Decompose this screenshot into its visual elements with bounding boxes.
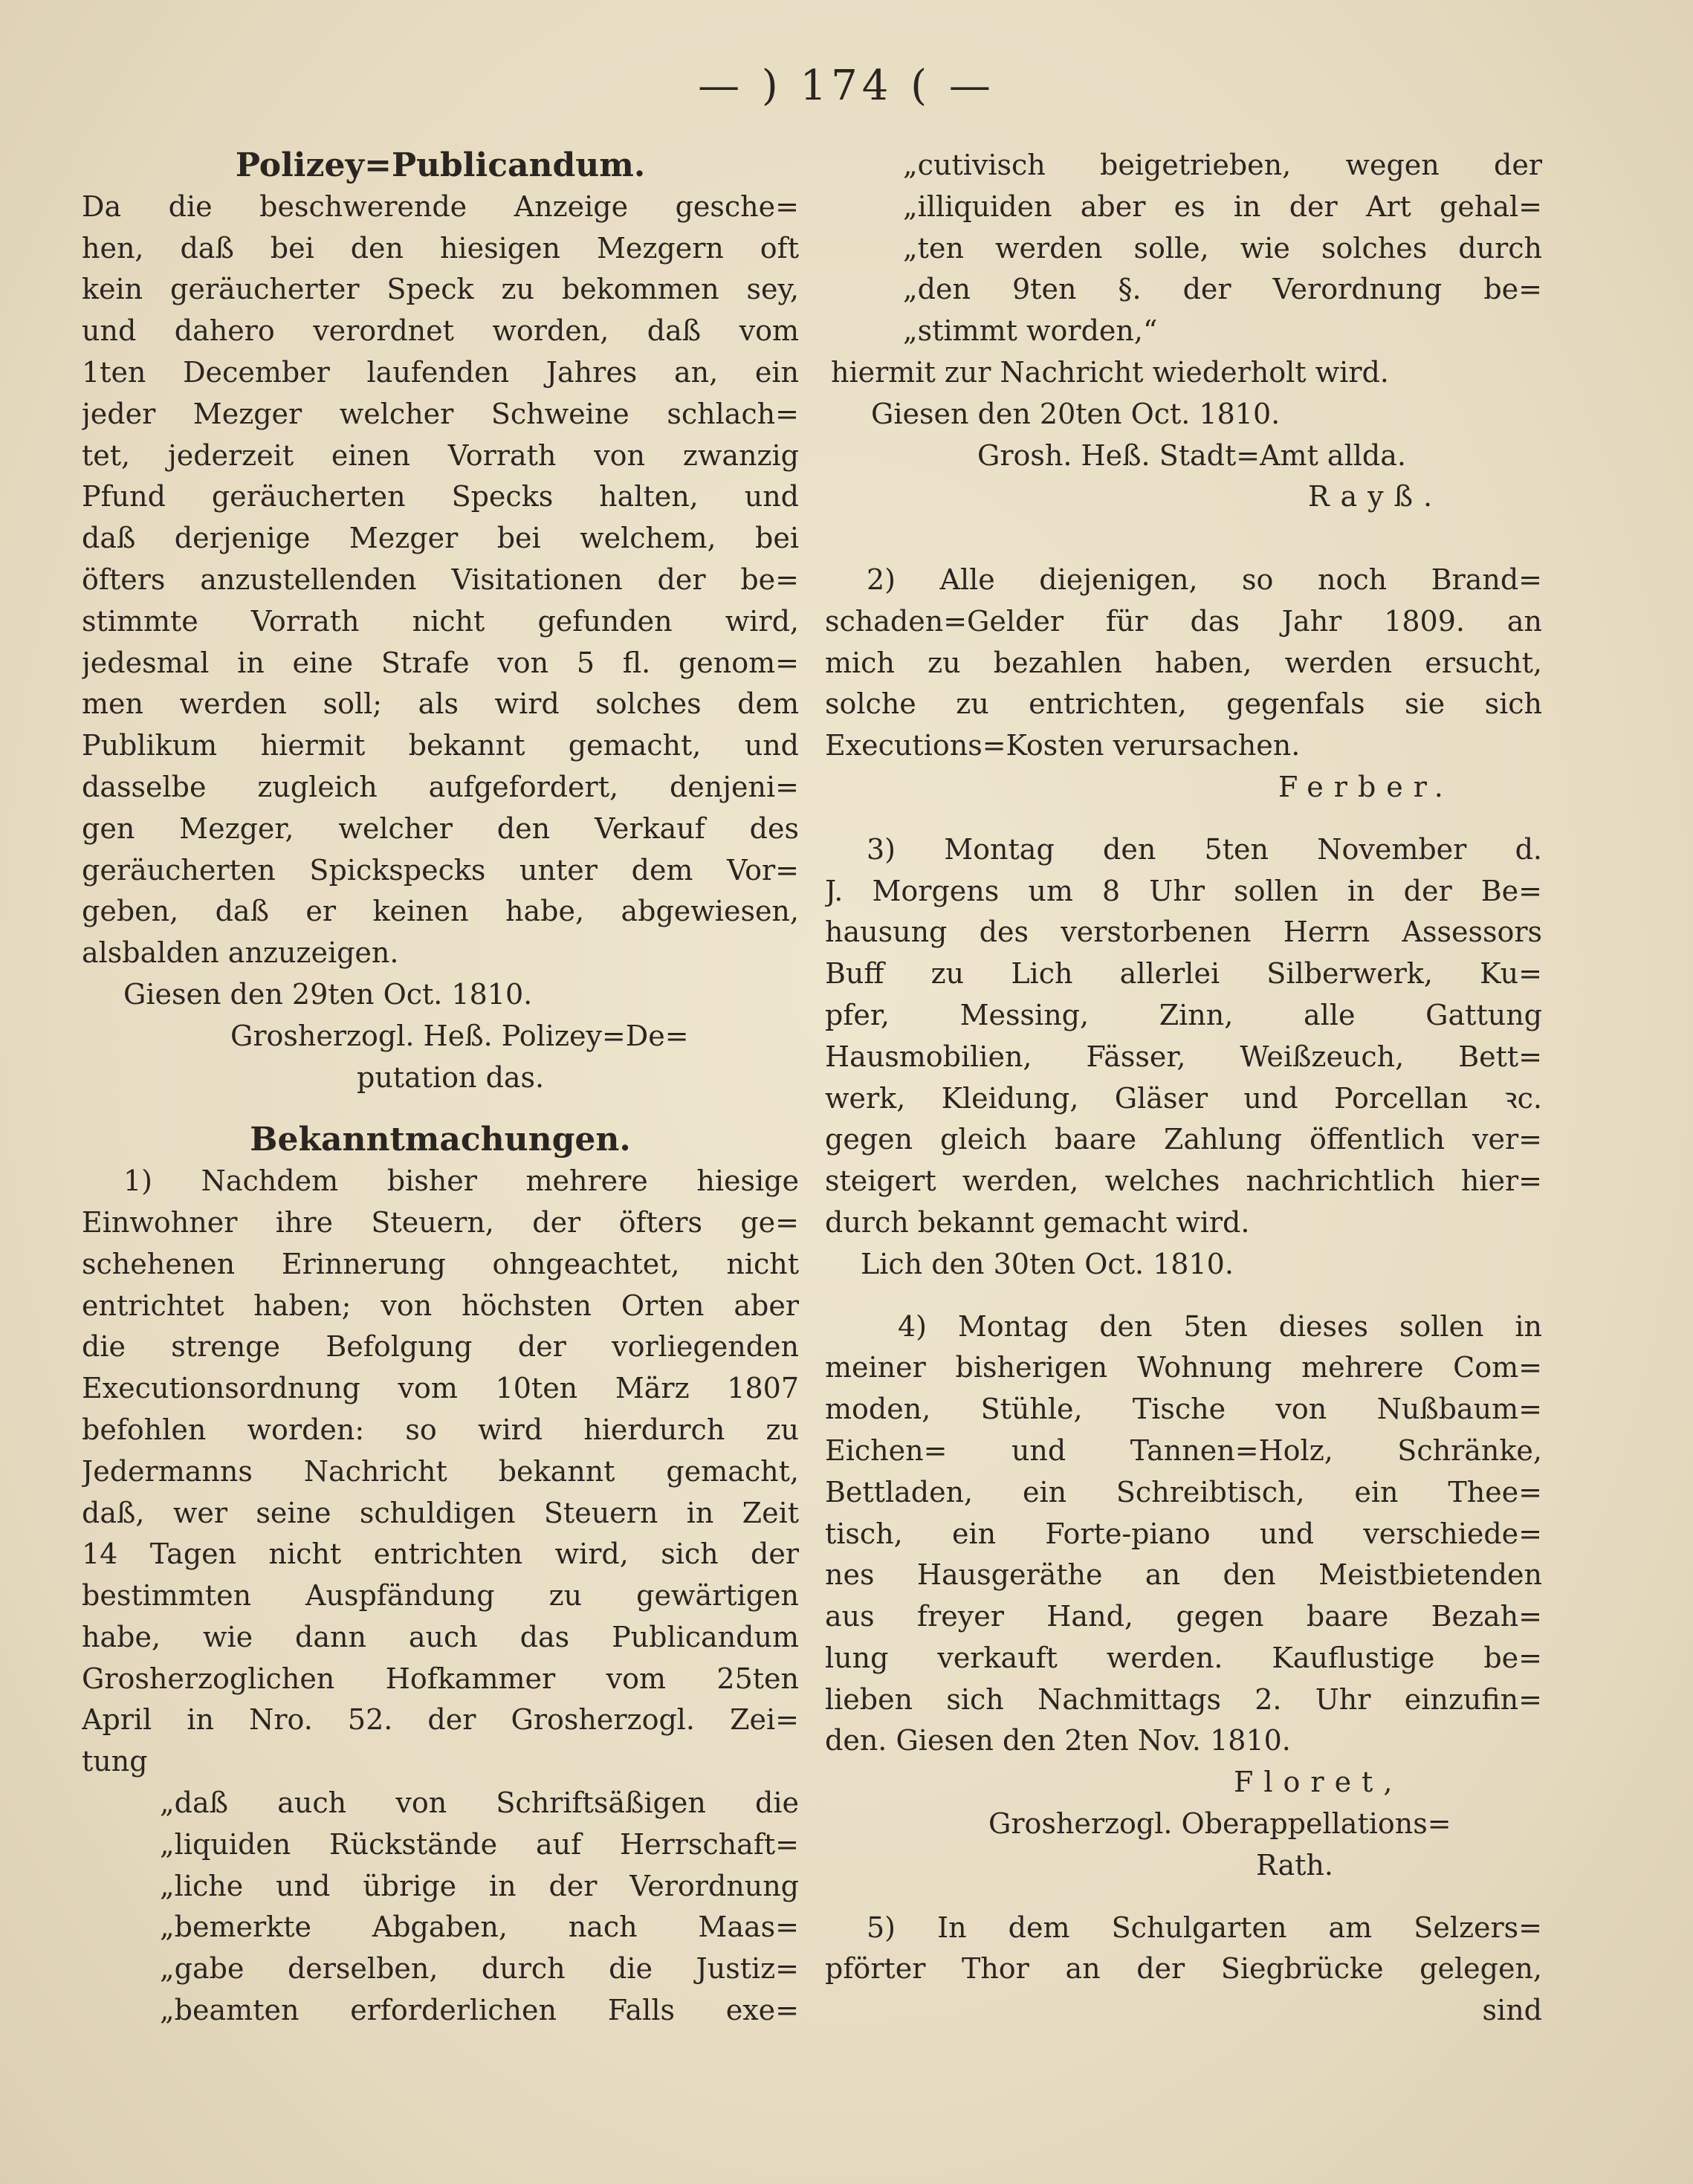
notice-1-quote-continued bbox=[825, 145, 1542, 352]
text-line: Eichen= und Tannen=Holz, Schränke, bbox=[825, 1433, 1542, 1467]
text-line: 5) In dem Schulgarten am Selzers= bbox=[867, 1911, 1542, 1944]
text-line: steigert werden, welches nachrichtlich hier= bbox=[825, 1164, 1542, 1198]
text-line: kein geräucherter Speck zu bekommen sey, bbox=[82, 273, 799, 306]
notice-4-signature-title: Grosherzogl. Oberappellations= bbox=[988, 1807, 1451, 1841]
text-line: Bettladen, ein Schreibtisch, ein Thee= bbox=[825, 1475, 1542, 1509]
text-line: 1ten December laufenden Jahres an, ein bbox=[82, 355, 799, 389]
spacer bbox=[825, 518, 1542, 560]
text-line: men werden soll; als wird solches dem bbox=[82, 687, 799, 721]
text-line: Hausmobilien, Fässer, Weißzeuch, Bett= bbox=[825, 1040, 1542, 1073]
text-line: stimmte Vorrath nicht gefunden wird, bbox=[82, 604, 799, 638]
notice-1-date: Giesen den 20ten Oct. 1810. bbox=[871, 397, 1281, 430]
notice-4-body bbox=[825, 1306, 1542, 1763]
police-notice-body bbox=[82, 187, 799, 974]
text-line: schaden=Gelder für das Jahr 1809. an bbox=[825, 604, 1542, 638]
text-line: bestimmten Auspfändung zu gewärtigen bbox=[82, 1579, 799, 1613]
text-line: Da die beschwerende Anzeige gesche= bbox=[82, 189, 799, 223]
notice-2-body bbox=[825, 560, 1542, 767]
notice-4-signature-name: Floret, bbox=[1234, 1766, 1403, 1799]
text-line: tung bbox=[82, 1745, 148, 1778]
text-line: Einwohner ihre Steuern, der öfters ge= bbox=[82, 1205, 799, 1239]
notice-5-body bbox=[825, 1908, 1542, 1991]
notice-1-closing-line: hiermit zur Nachricht wiederholt wird. bbox=[831, 355, 1389, 389]
text-line: gegen gleich baare Zahlung öffentlich ver= bbox=[825, 1123, 1542, 1156]
text-line: April in Nro. 52. der Grosherzogl. Zei= bbox=[82, 1703, 799, 1737]
quote-line: „liche und übrige in der Verordnung bbox=[160, 1869, 799, 1902]
quote-line: „bemerkte Abgaben, nach Maas= bbox=[160, 1911, 799, 1944]
text-line: moden, Stühle, Tische von Nußbaum= bbox=[825, 1393, 1542, 1426]
text-line: entrichtet haben; von höchsten Orten aber bbox=[82, 1289, 799, 1322]
text-line: nes Hausgeräthe an den Meistbietenden bbox=[825, 1558, 1542, 1592]
text-line: 1) Nachdem bisher mehrere hiesige bbox=[123, 1164, 799, 1198]
text-line: 2) Alle diejenigen, so noch Brand= bbox=[867, 563, 1542, 596]
quote-line: „cutivisch beigetrieben, wegen der bbox=[903, 149, 1542, 181]
text-line: tisch, ein Forte-piano und verschiede= bbox=[825, 1517, 1542, 1550]
text-line: jeder Mezger welcher Schweine schlach= bbox=[82, 397, 799, 430]
text-line: Pfund geräucherten Specks halten, und bbox=[82, 480, 799, 513]
page-number-header: — ) 174 ( — bbox=[698, 62, 995, 110]
right-column bbox=[825, 145, 1542, 2032]
spacer bbox=[825, 1286, 1542, 1306]
text-line: lung verkauft werden. Kauflustige be= bbox=[825, 1641, 1542, 1674]
text-line: alsbalden anzuzeigen. bbox=[82, 936, 399, 970]
notice-4-signature-title-cont: Rath. bbox=[1256, 1848, 1333, 1882]
text-line: solche zu entrichten, gegenfals sie sich bbox=[825, 687, 1542, 721]
notice-2-signature: Ferber. bbox=[1278, 770, 1454, 803]
text-line: habe, wie dann auch das Publicandum bbox=[82, 1620, 799, 1653]
police-notice-title: Polizey=Publicandum. bbox=[235, 146, 646, 184]
police-notice-date: Giesen den 29ten Oct. 1810. bbox=[123, 977, 533, 1011]
police-notice-signature-cont: putation das. bbox=[357, 1060, 545, 1094]
text-line: Executions=Kosten verursachen. bbox=[825, 729, 1301, 762]
text-line: daß derjenige Mezger bei welchem, bei bbox=[82, 522, 799, 555]
text-line: pfer, Messing, Zinn, alle Gattung bbox=[825, 998, 1542, 1031]
text-line: tet, jederzeit einen Vorrath von zwanzig bbox=[82, 438, 799, 472]
quote-line: „stimmt worden,“ bbox=[903, 314, 1158, 348]
quote-line: „daß auch von Schriftsäßigen die bbox=[160, 1786, 799, 1820]
text-line: hen, daß bei den hiesigen Mezgern oft bbox=[82, 231, 799, 265]
text-line: Publikum hiermit bekannt gemacht, und bbox=[82, 729, 799, 762]
notice-1-body bbox=[82, 1161, 799, 1783]
text-line: geben, daß er keinen habe, abgewiesen, bbox=[82, 895, 799, 928]
spacer bbox=[82, 1098, 799, 1119]
text-line: pförter Thor an der Siegbrücke gelegen, bbox=[825, 1952, 1542, 1986]
spacer bbox=[825, 809, 1542, 829]
police-notice-signature: Grosherzogl. Heß. Polizey=De= bbox=[230, 1019, 689, 1052]
text-line: hausung des verstorbenen Herrn Assessors bbox=[825, 916, 1542, 949]
text-line: lieben sich Nachmittags 2. Uhr einzufin= bbox=[825, 1682, 1542, 1716]
text-line: öfters anzustellenden Visitationen der be= bbox=[82, 563, 799, 596]
text-line: 3) Montag den 5ten November d. bbox=[867, 832, 1542, 866]
spacer bbox=[825, 1887, 1542, 1908]
left-column bbox=[82, 145, 799, 2032]
text-line: dasselbe zugleich aufgefordert, denjeni= bbox=[82, 770, 799, 803]
quote-line: „gabe derselben, durch die Justiz= bbox=[160, 1952, 799, 1986]
notice-1-signature-name: Rayß. bbox=[1308, 480, 1443, 513]
quote-line: „liquiden Rückstände auf Herrschaft= bbox=[160, 1827, 799, 1861]
text-line: J. Morgens um 8 Uhr sollen in der Be= bbox=[825, 874, 1542, 907]
text-line: befohlen worden: so wird hierdurch zu bbox=[82, 1413, 799, 1446]
text-line: mich zu bezahlen haben, werden ersucht, bbox=[825, 646, 1542, 679]
text-line: Buff zu Lich allerlei Silberwerk, Ku= bbox=[825, 957, 1542, 991]
quote-line: „ten werden solle, wie solches durch bbox=[903, 231, 1542, 265]
text-line: Executionsordnung vom 10ten März 1807 bbox=[82, 1372, 799, 1405]
text-line: geräucherten Spickspecks unter dem Vor= bbox=[82, 853, 799, 887]
quote-line: „illiquiden aber es in der Art gehal= bbox=[903, 189, 1542, 223]
quote-line: „beamten erforderlichen Falls exe= bbox=[160, 1994, 799, 2027]
text-line: gen Mezger, welcher den Verkauf des bbox=[82, 811, 799, 845]
text-line: die strenge Befolgung der vorliegenden bbox=[82, 1330, 799, 1364]
text-line: und dahero verordnet worden, daß vom bbox=[82, 314, 799, 348]
notice-3-date: Lich den 30ten Oct. 1810. bbox=[861, 1247, 1234, 1280]
notice-1-signature: Grosh. Heß. Stadt=Amt allda. bbox=[977, 438, 1406, 472]
text-line: Jedermanns Nachricht bekannt gemacht, bbox=[82, 1454, 799, 1488]
notice-1-quote bbox=[82, 1783, 799, 2032]
quote-line: „den 9ten §. der Verordnung be= bbox=[903, 273, 1542, 306]
announcements-title: Bekanntmachungen. bbox=[250, 1121, 631, 1159]
text-line: schehenen Erinnerung ohngeachtet, nicht bbox=[82, 1247, 799, 1280]
text-line: durch bekannt gemacht wird. bbox=[825, 1205, 1250, 1239]
text-line: 4) Montag den 5ten dieses sollen in bbox=[898, 1309, 1542, 1343]
text-line: Grosherzoglichen Hofkammer vom 25ten bbox=[82, 1662, 799, 1695]
text-line: den. Giesen den 2ten Nov. 1810. bbox=[825, 1724, 1291, 1757]
notice-3-body bbox=[825, 829, 1542, 1244]
text-line: meiner bisherigen Wohnung mehrere Com= bbox=[825, 1351, 1542, 1384]
text-line: jedesmal in eine Strafe von 5 fl. genom= bbox=[82, 646, 799, 679]
text-line: 14 Tagen nicht entrichten wird, sich der bbox=[82, 1537, 799, 1571]
catchword: sind bbox=[1482, 1994, 1542, 2027]
text-line: werk, Kleidung, Gläser und Porcellan ꝛc. bbox=[825, 1081, 1542, 1115]
text-line: daß, wer seine schuldigen Steuern in Zeit bbox=[82, 1496, 799, 1529]
text-line: aus freyer Hand, gegen baare Bezah= bbox=[825, 1600, 1542, 1633]
